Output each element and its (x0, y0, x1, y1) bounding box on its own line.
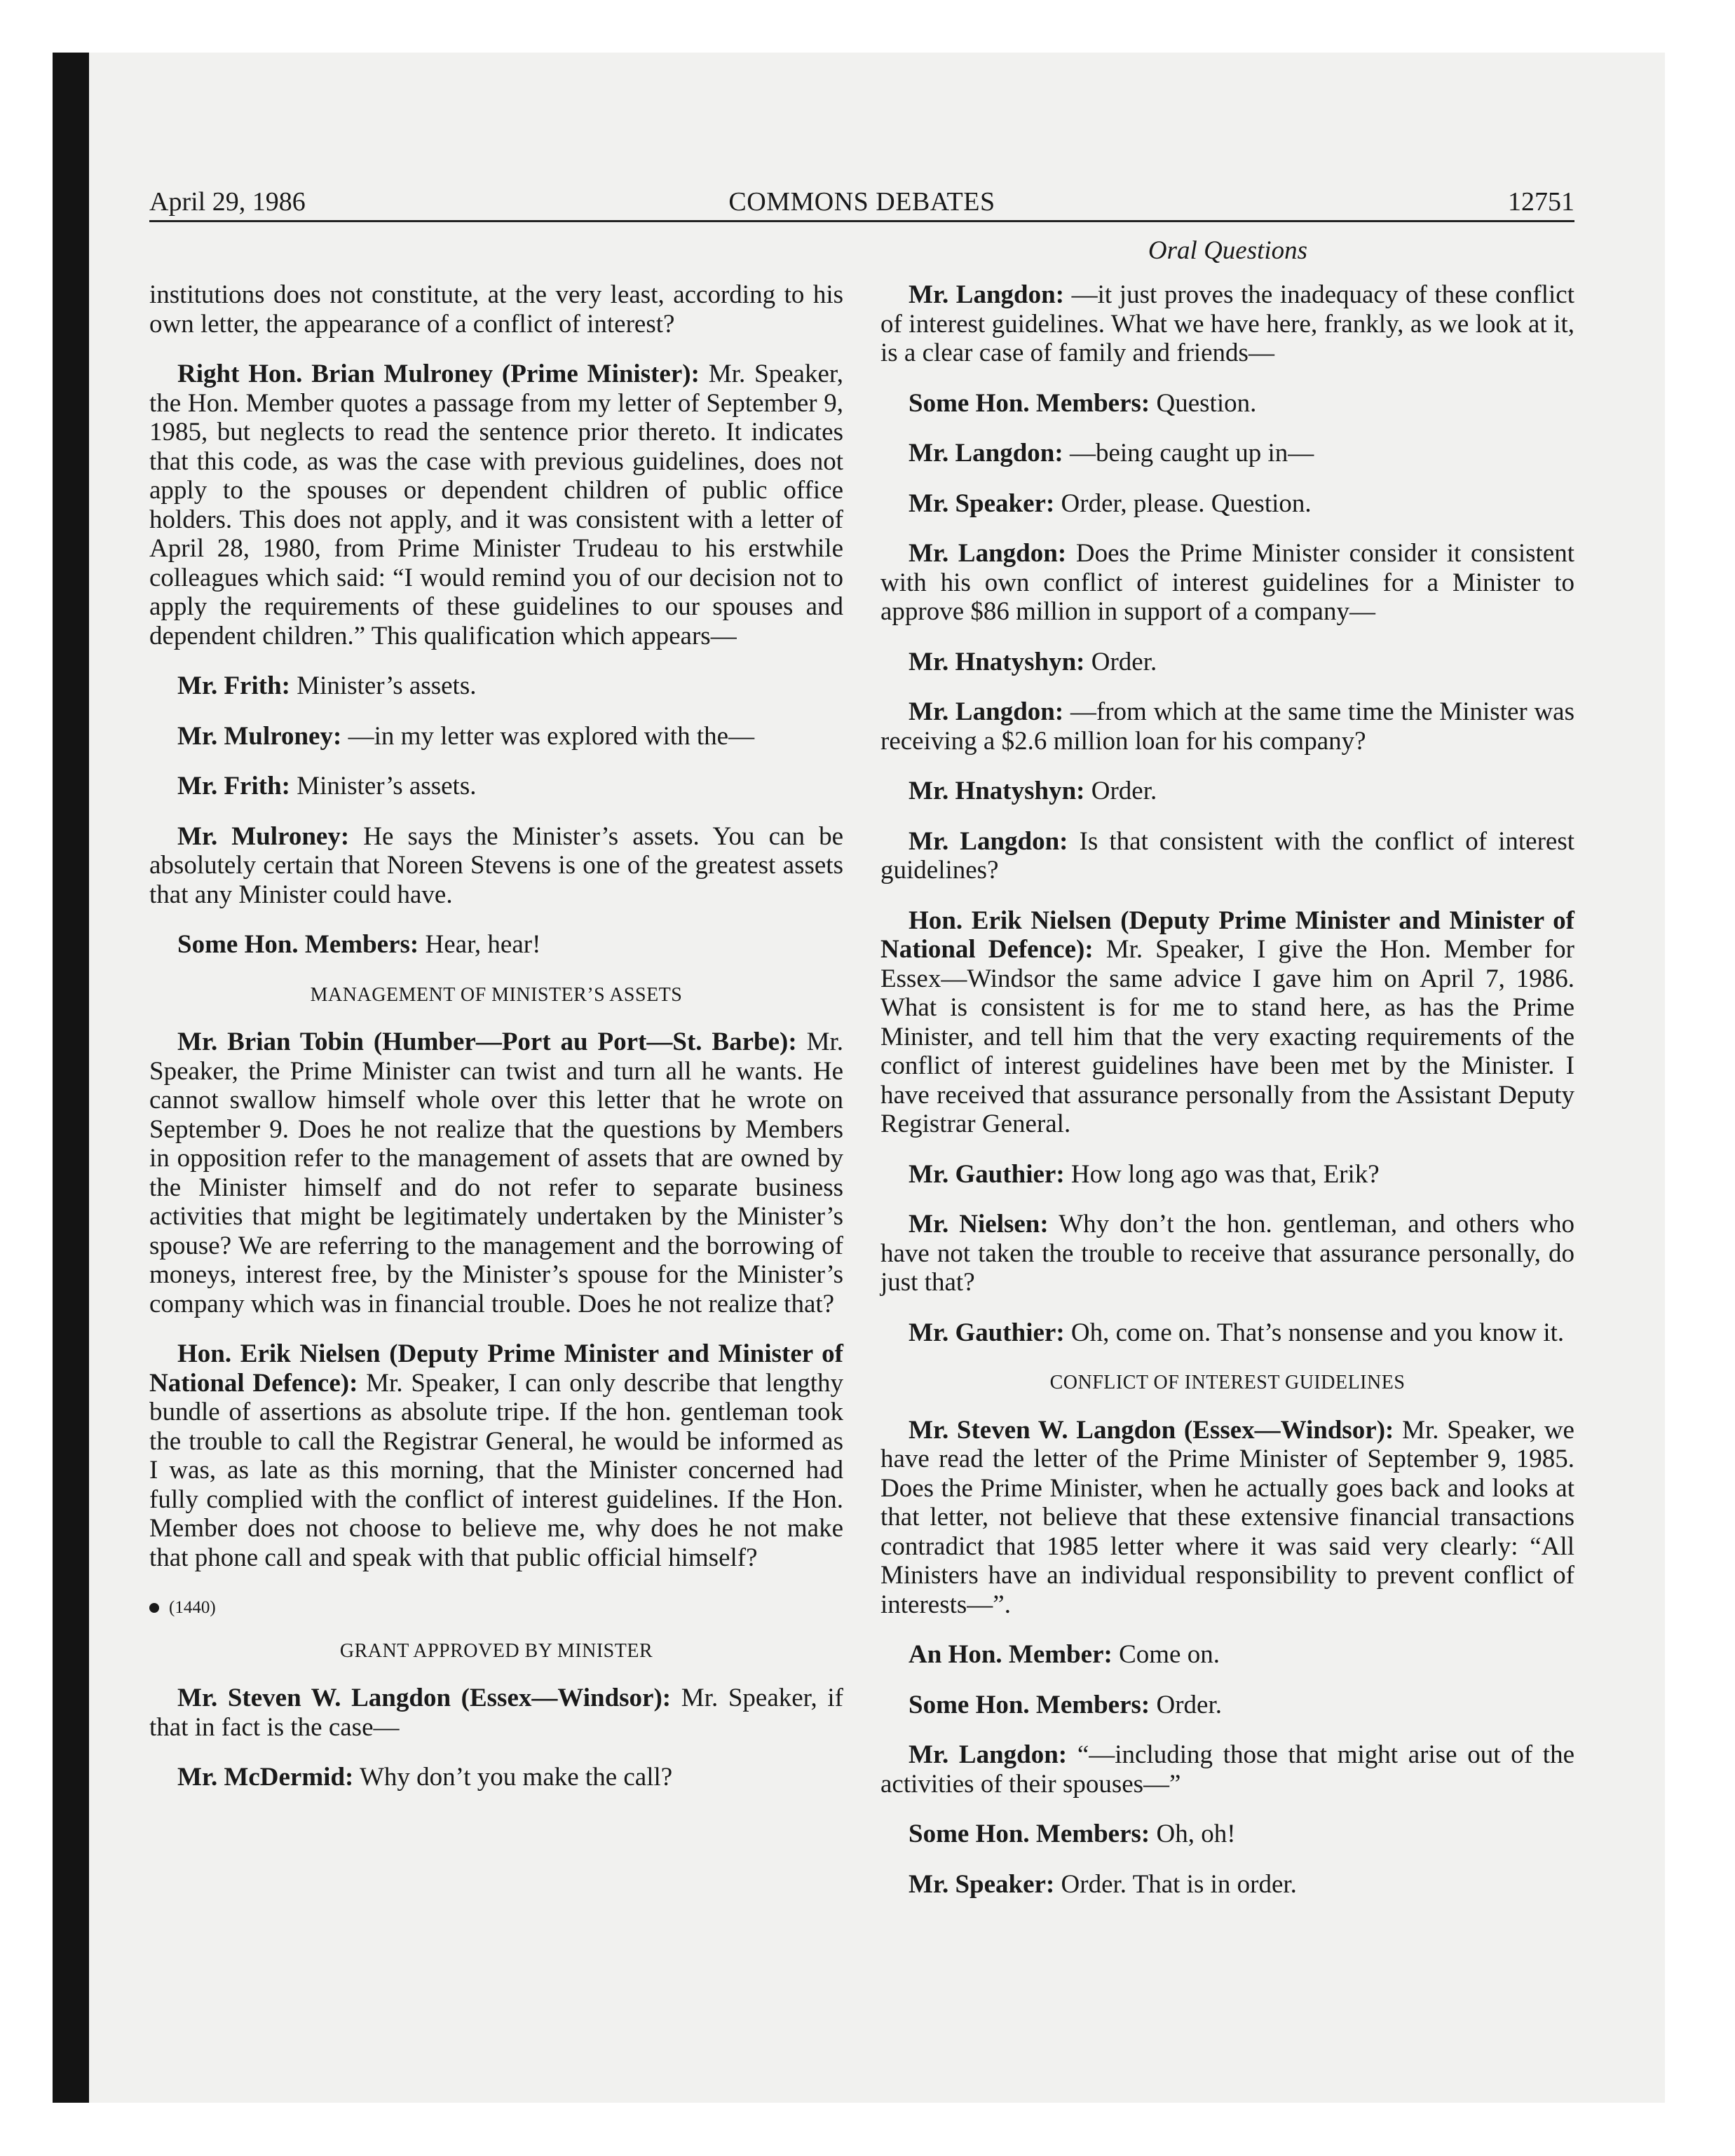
speech (149, 930, 843, 960)
header-page-number: 12751 (1508, 187, 1574, 217)
speaker-name: Mr. Frith: (177, 772, 290, 800)
speech (880, 1160, 1574, 1189)
subheading: CONFLICT OF INTEREST GUIDELINES (1049, 1372, 1406, 1393)
speech-text: Order. That is in order. (1054, 1869, 1297, 1899)
speech (880, 1210, 1574, 1297)
speaker-name: Hon. Erik Nielsen (Deputy Prime Minister and Minister of National Defence): (880, 906, 1574, 964)
speaker-name: Mr. Frith: (177, 671, 290, 700)
speech (149, 1028, 843, 1318)
speech-text: Mr. Speaker, the Hon. Member quotes a passage from my letter of September 9, 1985, but neglects to read the sentence prior thereto. It indicates that this code, as was the case with previous guidelines, does not apply to the spouses or dependent children of public office holders. This does not apply, and it was consistent with a letter of April 28, 1980, from Prime Minister Trudeau to his erstwhile colleagues which said: “I would remind you of our decision not to apply the requirements of these guidelines to our spouses and dependent children.” This qualification which appears— (149, 360, 843, 650)
speech (880, 280, 1574, 368)
speaker-name: Mr. McDermid: (177, 1763, 354, 1792)
header-date: April 29, 1986 (149, 187, 306, 217)
speech (880, 439, 1574, 468)
speaker-name: Mr. Speaker: (909, 1869, 1055, 1899)
speech-text: Order. (1084, 647, 1157, 676)
speech-text: —being caught up in— (1063, 439, 1314, 468)
speech-text: Mr. Speaker, the Prime Minister can twist and turn all he wants. He cannot swallow himself whole over this letter that he wrote on September 9. Does he not realize that the questions by Members in opposition refer to the management of assets that are owned by the Minister himself and do not refer to separate business activities that might be legitimately undertaken by the Minister’s spouse? We are referring to the management and the borrowing of moneys, interest free, by the Minister’s spouse for the Minister’s company which was in financial trouble. Does he not realize that? (149, 1028, 843, 1318)
right-column (880, 280, 1574, 1920)
speaker-name: Mr. Brian Tobin (Humber—Port au Port—St. Barbe): (177, 1028, 797, 1056)
speech-text: Mr. Speaker, I can only describe that lengthy bundle of assertions as absolute tripe. If the hon. gentleman took the trouble to call the Registrar General, he would be informed as I was, as late as this morning, that the Minister concerned had fully complied with the conflict of interest guidelines. If the Hon. Member does not choose to believe me, why does he not make that phone call and speak with that public official himself? (149, 1368, 843, 1572)
speaker-name: Mr. Langdon: (909, 697, 1064, 726)
speech (149, 671, 843, 701)
speech-text: Why don’t the hon. gentleman, and others who have not taken the trouble to receive that assurance personally, do just that? (880, 1210, 1575, 1297)
speaker-name: Mr. Langdon: (909, 1740, 1068, 1769)
speech (880, 906, 1574, 1139)
speaker-name: Mr. Gauthier: (909, 1159, 1065, 1189)
paragraph (149, 280, 843, 339)
speech (880, 389, 1574, 418)
speech-text: Does the Prime Minister consider it consistent with his own conflict of interest guidelines for a Minister to approve $86 million in support of a company— (880, 539, 1574, 626)
speech (880, 1740, 1574, 1799)
speech (880, 827, 1574, 885)
speaker-name: Some Hon. Members: (909, 1820, 1150, 1848)
header-title: COMMONS DEBATES (728, 187, 995, 217)
speech (149, 772, 843, 801)
speaker-name: An Hon. Member: (909, 1640, 1113, 1669)
speech (880, 489, 1574, 519)
speaker-name: Mr. Hnatyshyn: (909, 777, 1085, 805)
speaker-name: Mr. Speaker: (909, 489, 1055, 518)
speech-text: Oh, come on. That’s nonsense and you know it. (1064, 1318, 1565, 1347)
binding-edge (53, 53, 89, 2103)
speech-text: Why don’t you make the call? (353, 1763, 673, 1792)
speaker-name: Some Hon. Members: (909, 388, 1150, 418)
speech (149, 360, 843, 650)
speech-text: Mr. Speaker, we have read the letter of the Prime Minister of September 9, 1985. Does the Prime Minister, when he actually goes back and looks at that letter, not believe that these extensive financial transactions contradict that 1985 letter where it was said very clearly: “All Ministers have an individual responsibility to prevent conflict of interests—”. (880, 1415, 1574, 1619)
speaker-name: Mr. Hnatyshyn: (909, 647, 1085, 676)
speaker-name: Mr. Nielsen: (909, 1210, 1049, 1239)
speech-text: Mr. Speaker, I give the Hon. Member for Essex—Windsor the same advice I gave him on April 7, 1986. What is consistent is for me to stand here, as has the Prime Minister, and tell him that the very exacting requirements of the conflict of interest guidelines have been met by the Minister. I have received that assurance personally from the Assistant Deputy Registrar General. (880, 935, 1574, 1138)
page-header (149, 184, 1574, 222)
time-marker-text: (1440) (169, 1598, 216, 1617)
speaker-name: Hon. Erik Nielsen (Deputy Prime Minister and Minister of National Defence): (149, 1339, 843, 1398)
paragraph-text: institutions does not constitute, at the very least, according to his own letter, the appearance of a conflict of interest? (149, 280, 843, 339)
speech-text: Mr. Speaker, if that in fact is the case— (149, 1684, 843, 1742)
speaker-name: Mr. Steven W. Langdon (Essex—Windsor): (909, 1415, 1394, 1445)
speech-text: Question. (1150, 388, 1257, 418)
speech (149, 1684, 843, 1742)
bullet-icon (149, 1603, 159, 1613)
speaker-name: Mr. Steven W. Langdon (Essex—Windsor): (177, 1684, 672, 1712)
speech-text: Oh, oh! (1150, 1820, 1236, 1848)
speech-text: —it just proves the inadequacy of these conflict of interest guidelines. What we have here, frankly, as we look at it, is a clear case of family and friends— (880, 280, 1574, 367)
speech-text: Order, please. Question. (1054, 489, 1312, 518)
speaker-name: Mr. Gauthier: (909, 1318, 1065, 1347)
speech (149, 1339, 843, 1572)
speaker-name: Mr. Langdon: (909, 826, 1068, 856)
time-marker (149, 1593, 843, 1623)
section-heading: Oral Questions (1148, 236, 1308, 265)
speech-text: Hear, hear! (419, 930, 541, 959)
speaker-name: Some Hon. Members: (909, 1690, 1150, 1719)
speech-text: Order. (1084, 777, 1157, 805)
speaker-name: Right Hon. Brian Mulroney (Prime Minister): (177, 360, 700, 388)
speaker-name: Mr. Langdon: (909, 439, 1063, 468)
speech (880, 1318, 1574, 1348)
speech (880, 1640, 1574, 1670)
speech (880, 539, 1574, 627)
speech-text: How long ago was that, Erik? (1064, 1159, 1380, 1189)
speech (149, 722, 843, 751)
speech-text: Minister’s assets. (290, 671, 477, 700)
speech-text: Minister’s assets. (290, 772, 477, 800)
speech-text: Come on. (1112, 1640, 1220, 1669)
speech (880, 648, 1574, 677)
speaker-name: Mr. Mulroney: (177, 721, 342, 751)
speech (880, 697, 1574, 756)
speaker-name: Mr. Mulroney: (177, 821, 350, 851)
speech-text: Order. (1150, 1690, 1222, 1719)
speaker-name: Some Hon. Members: (177, 930, 419, 959)
speaker-name: Mr. Langdon: (909, 539, 1067, 568)
speech-text: —from which at the same time the Minister was receiving a $2.6 million loan for his company? (880, 697, 1574, 756)
speech (880, 1820, 1574, 1849)
speech-text: He says the Minister’s assets. You can be absolutely certain that Noreen Stevens is one of the greatest assets that any Minister could have. (149, 821, 843, 909)
speech (880, 777, 1574, 806)
subheading: GRANT APPROVED BY MINISTER (339, 1639, 653, 1662)
speech-text: Is that consistent with the conflict of interest guidelines? (880, 826, 1574, 885)
speech-text: “—including those that might arise out of the activities of their spouses—” (880, 1740, 1574, 1799)
speech (880, 1691, 1574, 1720)
speech-text: —in my letter was explored with the— (341, 721, 755, 751)
speech (880, 1870, 1574, 1899)
speech (149, 822, 843, 910)
speaker-name: Mr. Langdon: (909, 280, 1065, 309)
subheading: MANAGEMENT OF MINISTER’S ASSETS (310, 983, 683, 1006)
speech (880, 1416, 1574, 1620)
left-column (149, 280, 843, 1813)
speech (149, 1763, 843, 1792)
